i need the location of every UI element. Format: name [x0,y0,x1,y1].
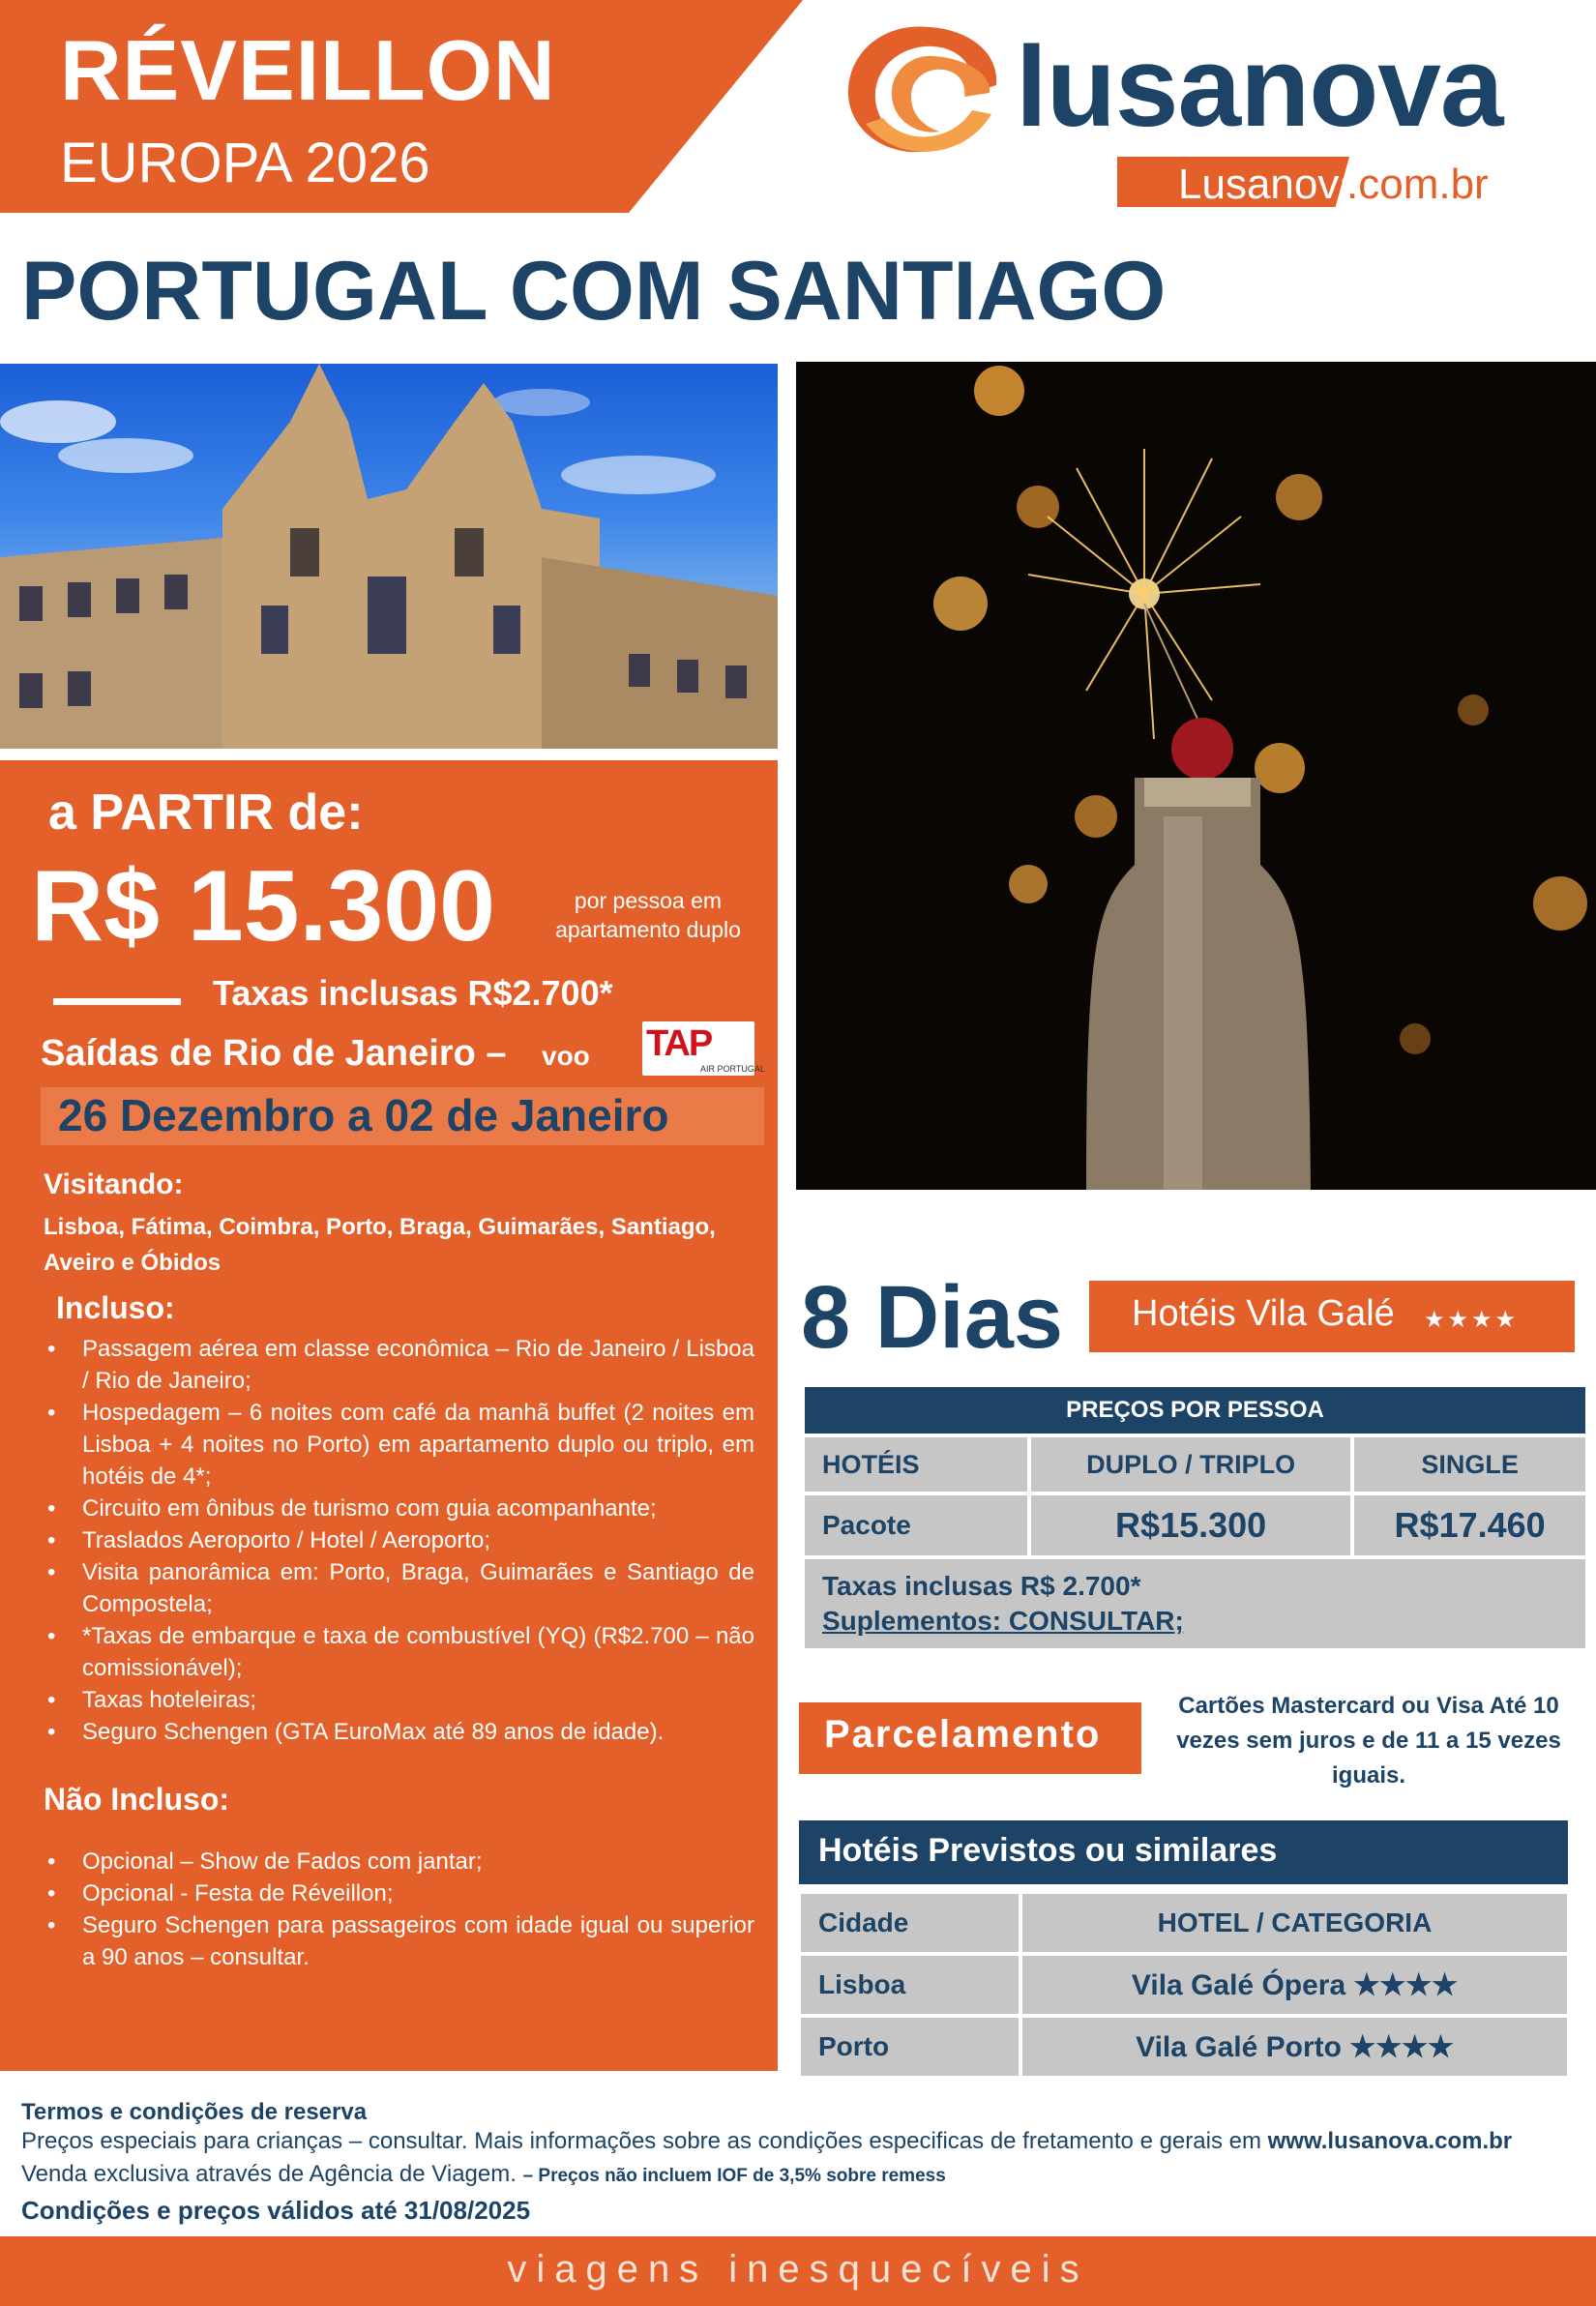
not-included-list [44,1846,754,1973]
hotels-title: Hotéis Previstos ou similares [818,1832,1278,1869]
hotels-table [797,1890,1571,2080]
tap-logo-subtext: AIR PORTUGAL [700,1064,765,1074]
travel-dates: 26 Dezembro a 02 de Janeiro [58,1090,669,1140]
visiting-label: Visitando: [44,1168,184,1200]
table-cell: Vila Galé Porto ★★★★ [1022,2018,1567,2076]
taxes-included: Taxas inclusas R$ 2.700* [822,1571,1141,1601]
list-item: • Visita panorâmica em: Porto, Braga, Guimarães e Santiago de Compostela; [44,1556,754,1620]
from-label: a PARTIR de: [48,784,364,841]
supplements-link[interactable]: Suplementos: CONSULTAR; [822,1606,1184,1636]
brand-wordmark: lusanova [1016,23,1503,151]
website-link[interactable]: www.lusanova.com.br [1267,2128,1513,2154]
list-item: • *Taxas de embarque e taxa de combustível (YQ) (R$2.700 – não comissionável); [44,1620,754,1684]
table-row [801,2018,1567,2076]
prices-table [801,1383,1589,1652]
url-tld[interactable]: .com.br [1346,161,1489,208]
list-item: • Hospedagem – 6 noites com café da manhã buffet (2 noites em Lisboa + 4 noites no Porto) em apartamento duplo ou triplo, em hotéis de 4*; [44,1397,754,1493]
price-main: R$ 15.300 [31,850,495,962]
table-row [801,1956,1567,2014]
list-item: • Seguro Schengen (GTA EuroMax até 89 anos de idade). [44,1716,754,1748]
tagline: viagens inesquecíveis [507,2248,1089,2291]
not-included-title: Não Incluso: [44,1782,230,1817]
table-cell: Pacote [805,1495,1027,1555]
url-main[interactable]: Lusanova [1178,161,1363,208]
validity-note: Condições e preços válidos até 31/08/2025 [21,2196,531,2225]
prices-table-title: PREÇOS POR PESSOA [805,1387,1585,1434]
included-list [44,1333,754,1748]
flight-label: voo [542,1041,590,1071]
taxes-note: Taxas inclusas R$2.700* [213,973,613,1013]
cathedral-photo [0,364,778,749]
list-item: • Seguro Schengen para passageiros com idade igual ou superior a 90 anos – consultar. [44,1909,754,1973]
tap-logo-text: TAP [646,1023,712,1064]
installments-label: Parcelamento [824,1713,1102,1756]
list-item: • Passagem aérea em classe econômica – Rio de Janeiro / Lisboa / Rio de Janeiro; [44,1333,754,1397]
table-cell: Lisboa [801,1956,1019,2014]
sparkler-photo [796,362,1596,1190]
lusanova-logo-icon [837,17,1006,163]
page-title: PORTUGAL COM SANTIAGO [21,245,1167,338]
list-item: • Traslados Aeroporto / Hotel / Aeroporto; [44,1524,754,1556]
table-cell: Vila Galé Ópera ★★★★ [1022,1956,1567,2014]
list-item: • Circuito em ônibus de turismo com guia acompanhante; [44,1493,754,1524]
terms-text: Venda exclusiva através de Agência de Viagem. [21,2161,523,2187]
list-item: • Taxas hoteleiras; [44,1684,754,1716]
iof-note: – Preços não incluem IOF de 3,5% sobre remess [522,2166,946,2186]
departures-text: Saídas de Rio de Janeiro – [41,1033,507,1074]
visiting-cities: Lisboa, Fátima, Coimbra, Porto, Braga, Guimarães, Santiago, Aveiro e Óbidos [44,1214,716,1276]
list-item: • Opcional - Festa de Réveillon; [44,1877,754,1909]
header-title: RÉVEILLON [60,22,556,118]
terms-line-2 [21,2161,946,2188]
price-note: por pessoa em apartamento duplo [555,888,741,942]
table-cell: Porto [801,2018,1019,2076]
price-double: R$15.300 [1031,1495,1350,1555]
installments-text: Cartões Mastercard ou Visa Até 10 vezes sem juros e de 11 a 15 vezes iguais. [1176,1693,1561,1789]
table-header: SINGLE [1354,1437,1585,1492]
terms-text: Preços especiais para crianças – consultar. Mais informações sobre as condições especificas de fretamento e gerais em [21,2128,1268,2154]
hotel-badge-label: Hotéis Vila Galé [1132,1293,1395,1334]
star-rating-icon: ★★★★ [1424,1307,1520,1333]
included-title: Incluso: [56,1290,175,1325]
list-item: • Opcional – Show de Fados com jantar; [44,1846,754,1877]
terms-line-1 [21,2128,1512,2155]
header-subtitle: EUROPA 2026 [60,132,430,194]
table-header: HOTEL / CATEGORIA [1022,1894,1567,1952]
prices-table-notes [805,1559,1585,1648]
terms-title: Termos e condições de reserva [21,2099,368,2125]
price-single: R$17.460 [1354,1495,1585,1555]
table-header: Cidade [801,1894,1019,1952]
table-header: DUPLO / TRIPLO [1031,1437,1350,1492]
duration: 8 Dias [801,1268,1064,1367]
table-header: HOTÉIS [805,1437,1027,1492]
divider [53,998,181,1005]
